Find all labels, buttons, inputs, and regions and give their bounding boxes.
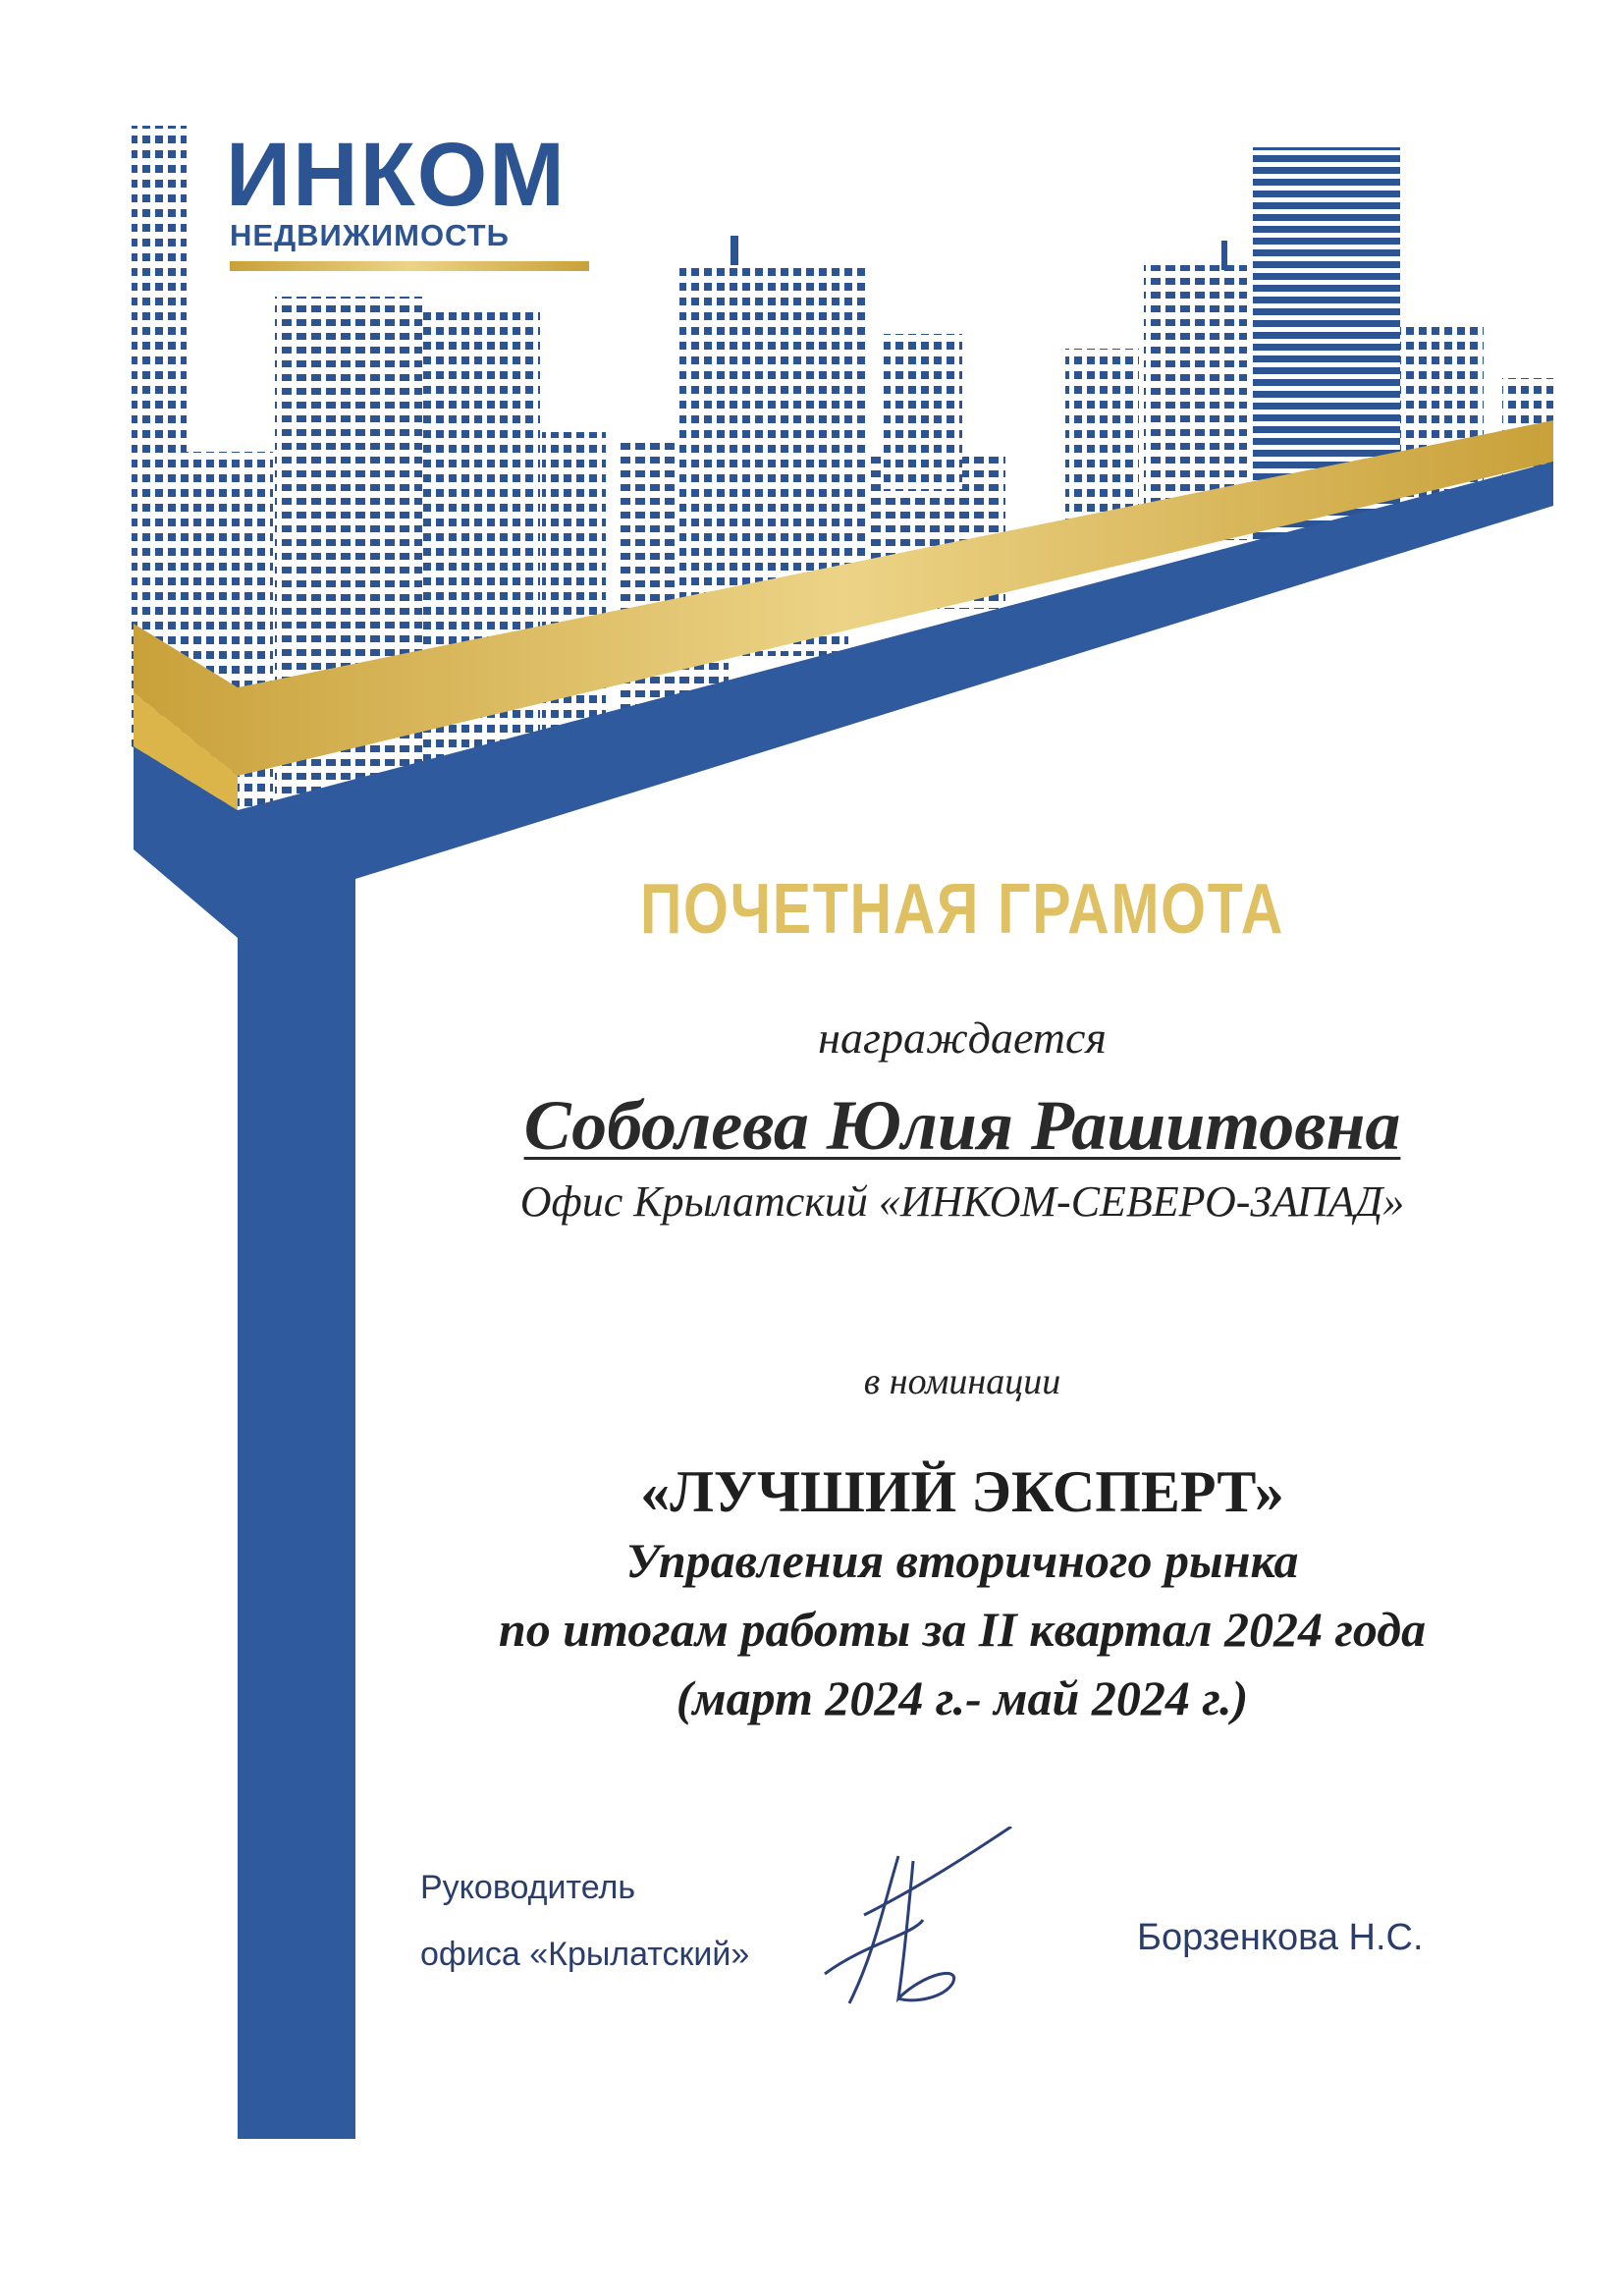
brand-subtitle: НЕДВИЖИМОСТЬ (230, 218, 510, 252)
signer-role-line1: Руководитель (420, 1869, 636, 1906)
handwritten-signature-icon (805, 1827, 1041, 2023)
nomination-department: Управления вторичного рынка (625, 1533, 1299, 1588)
nomination-period: по итогам работы за II квартал 2024 года (498, 1602, 1427, 1657)
recipient-office: Офис Крылатский «ИНКОМ-СЕВЕРО-ЗАПАД» (519, 1177, 1405, 1226)
recipient-name-text: Соболева Юлия Рашитовна (523, 1086, 1401, 1165)
recipient-name (373, 1085, 1551, 1167)
signer-role-line2: офиса «Крылатский» (420, 1936, 750, 1973)
brand-logo-text: ИНКОМ (226, 125, 567, 225)
logo-underline (230, 261, 589, 271)
nomination-dates: (март 2024 г.- май 2024 г.) (676, 1670, 1249, 1725)
nomination-title: «ЛУЧШИЙ ЭКСПЕРТ» (640, 1459, 1284, 1524)
signer-role (420, 1854, 749, 1988)
awarded-text: награждается (818, 1012, 1107, 1063)
signer-name: Борзенкова Н.С. (1137, 1917, 1424, 1958)
certificate-title: ПОЧЕТНАЯ ГРАМОТА (639, 870, 1285, 949)
nomination-label: в номинации (863, 1361, 1061, 1402)
